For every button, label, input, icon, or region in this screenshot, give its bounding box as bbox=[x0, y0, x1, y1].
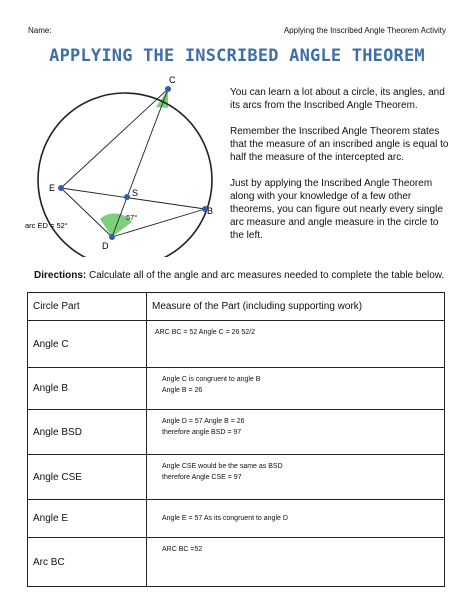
row-part: Angle C bbox=[28, 321, 147, 368]
intro-paragraph-3: Just by applying the Inscribed Angle Theorem along with your knowledge of a few other theorems, you can figure out nearly every single arc measure and angle measure in the circle to the left. bbox=[230, 178, 443, 241]
header-circle-part: Circle Part bbox=[28, 293, 147, 321]
work-line: therefore angle BSD = 97 bbox=[162, 429, 242, 436]
label-arc-ed: arc ED = 52° bbox=[25, 221, 68, 230]
work-line: ARC BC = 52 Angle C = 26 52/2 bbox=[155, 329, 256, 336]
name-label: Name: bbox=[28, 26, 52, 35]
chord-ec bbox=[61, 89, 168, 188]
row-work[interactable] bbox=[147, 455, 445, 500]
label-s: S bbox=[132, 188, 139, 198]
point-s bbox=[124, 194, 130, 200]
page-title: APPLYING THE INSCRIBED ANGLE THEOREM bbox=[49, 46, 425, 66]
row-work[interactable] bbox=[147, 500, 445, 538]
directions-text: Calculate all of the angle and arc measures needed to complete the table below. bbox=[86, 270, 445, 281]
work-line: ARC BC =52 bbox=[162, 546, 203, 553]
activity-label: Applying the Inscribed Angle Theorem Activity bbox=[283, 26, 446, 35]
row-work[interactable] bbox=[147, 368, 445, 410]
label-angle-d: 57° bbox=[126, 213, 138, 222]
row-work[interactable] bbox=[147, 538, 445, 587]
table-row bbox=[28, 410, 445, 455]
row-part: Angle B bbox=[28, 368, 147, 410]
chord-ed bbox=[61, 188, 112, 237]
table-row bbox=[28, 321, 445, 368]
intro-paragraph-2: Remember the Inscribed Angle Theorem states that the measure of an inscribed angle is equal to half the measure of the intercepted arc. bbox=[230, 126, 449, 163]
point-d bbox=[109, 234, 115, 240]
label-e: E bbox=[49, 183, 56, 193]
circle bbox=[38, 93, 212, 257]
work-line: Angle C is congruent to angle B bbox=[162, 376, 261, 383]
table-row bbox=[28, 368, 445, 410]
measures-table bbox=[27, 292, 445, 587]
row-part: Angle E bbox=[28, 500, 147, 538]
row-work[interactable] bbox=[147, 321, 445, 368]
intro-paragraph-1: You can learn a lot about a circle, its angles, and its arcs from the Inscribed Angle Theorem. bbox=[230, 87, 445, 111]
table-row bbox=[28, 500, 445, 538]
row-work[interactable] bbox=[147, 410, 445, 455]
label-c: C bbox=[169, 75, 176, 85]
work-line: Angle E = 57 As its congruent to angle D bbox=[162, 515, 288, 522]
point-e bbox=[58, 185, 64, 191]
row-part: Angle CSE bbox=[28, 455, 147, 500]
header-measure: Measure of the Part (including supporting work) bbox=[147, 293, 445, 321]
circle-diagram bbox=[20, 72, 230, 257]
work-line: Angle D = 57 Angle B = 26 bbox=[162, 418, 245, 425]
work-line: therefore Angle CSE = 97 bbox=[162, 474, 242, 481]
table-row bbox=[28, 538, 445, 587]
work-line: Angle B = 26 bbox=[162, 387, 203, 394]
label-d: D bbox=[102, 241, 109, 251]
row-part: Angle BSD bbox=[28, 410, 147, 455]
work-line: Angle CSE would be the same as BSD bbox=[162, 463, 283, 470]
label-b: B bbox=[207, 206, 214, 216]
directions bbox=[34, 270, 444, 281]
point-c bbox=[165, 86, 171, 92]
chord-cd bbox=[112, 89, 168, 237]
row-part: Arc BC bbox=[28, 538, 147, 587]
table-row bbox=[28, 455, 445, 500]
table-header-row bbox=[28, 293, 445, 321]
directions-label: Directions: bbox=[34, 270, 87, 281]
